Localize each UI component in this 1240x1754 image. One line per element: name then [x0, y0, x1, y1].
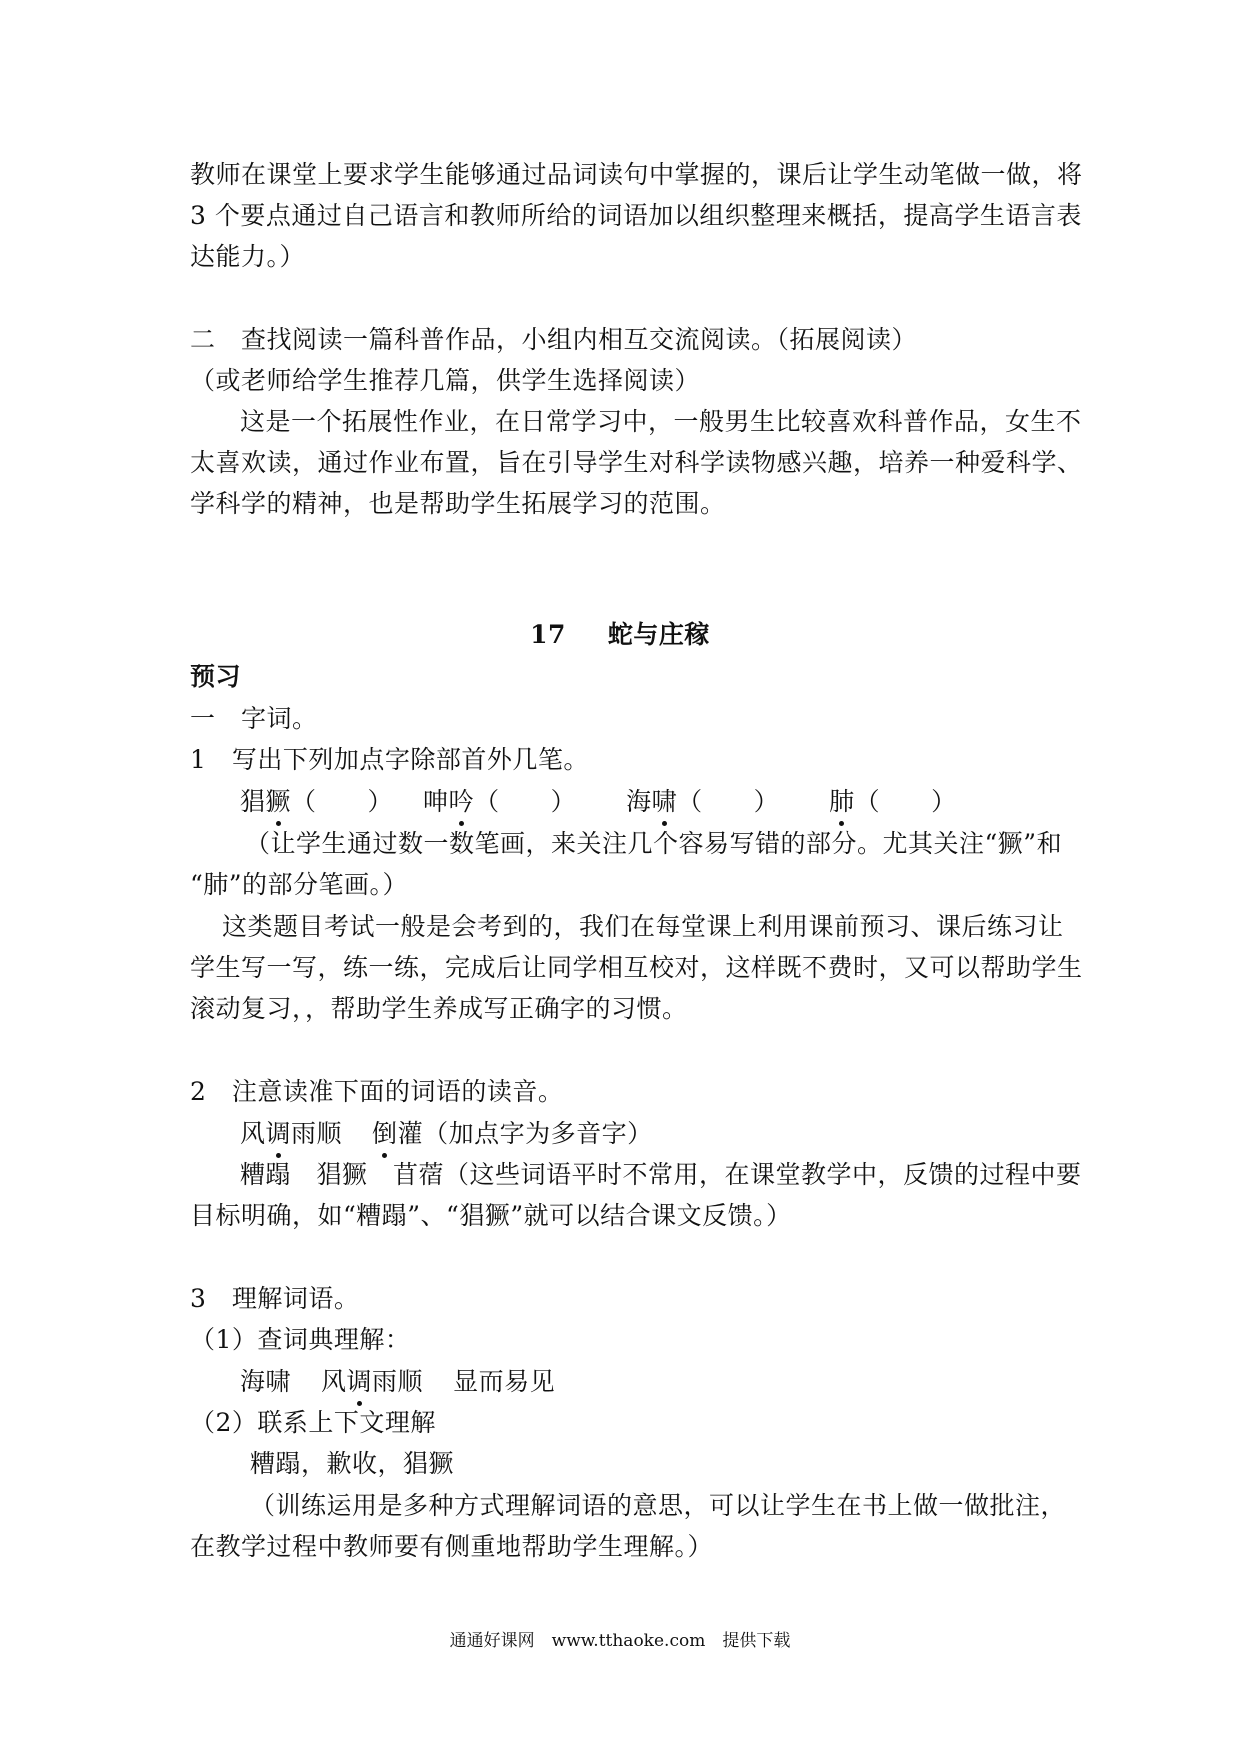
item-3-note: 在教学过程中教师要有侧重地帮助学生理解。） [190, 1532, 714, 1561]
section-two-heading: 二 查找阅读一篇科普作品，小组内相互交流阅读。（拓展阅读） [190, 325, 918, 354]
paragraph-line: 学科学的精神，也是帮助学生拓展学习的范围。 [190, 489, 726, 518]
paragraph-line: 糟蹋 猖獗 苜蓿（这些词语平时不常用，在课堂教学中，反馈的过程中要 [240, 1160, 1082, 1189]
word-item: 猖獗（ ） [240, 787, 394, 816]
page-footer: 通通好课网 www.tthaoke.com 提供下载 [449, 1631, 791, 1651]
lesson-title [0, 620, 1240, 650]
item-1-heading: 1 写出下列加点字除部首外几笔。 [190, 745, 589, 774]
item-1-note: “肺”的部分笔画。） [190, 870, 409, 899]
item-3-note: （训练运用是多种方式理解词语的意思，可以让学生在书上做一做批注， [250, 1491, 1067, 1520]
paragraph-line: 这类题目考试一般是会考到的，我们在每堂课上利用课前预习、课后练习让 [222, 912, 1064, 941]
paragraph-line: 3 个要点通过自己语言和教师所给的词语加以组织整理来概括，提高学生语言表 [190, 201, 1082, 230]
preview-heading: 预习 [190, 662, 242, 691]
context-words: 糟蹋，歉收，猖獗 [250, 1449, 455, 1478]
polyphone-words: 风调雨顺 倒灌（加点字为多音字） [240, 1119, 653, 1148]
item-1-note: （让学生通过数一数笔画，来关注几个容易写错的部分。尤其关注“獗”和 [245, 829, 1063, 858]
paragraph-line: 滚动复习，，帮助学生养成写正确字的习惯。 [190, 994, 688, 1023]
section-two-note: （或老师给学生推荐几篇，供学生选择阅读） [190, 366, 701, 395]
paragraph-line: 达能力。） [190, 242, 306, 271]
dictionary-words: 海啸 风调雨顺 显而易见 [240, 1367, 556, 1396]
paragraph-line: 目标明确，如“糟蹋”、“猖獗”就可以结合课文反馈。） [190, 1201, 792, 1230]
paragraph-line: 教师在课堂上要求学生能够通过品词读句中掌握的，课后让学生动笔做一做，将 [190, 160, 1083, 189]
item-3-heading: 3 理解词语。 [190, 1284, 360, 1313]
paragraph-line: 太喜欢读，通过作业布置，旨在引导学生对科学读物感兴趣，培养一种爱科学、 [190, 448, 1083, 477]
word-item: 肺（ ） [829, 787, 957, 816]
word-list [240, 787, 957, 817]
part-one-heading: 一 字词。 [190, 704, 318, 733]
lesson-name: 蛇与庄稼 [607, 620, 710, 649]
word-item: 海啸（ ） [626, 787, 780, 816]
item-3-sub-2: （2）联系上下文理解 [190, 1408, 436, 1437]
item-3-sub-1: （1）查词典理解： [190, 1325, 411, 1354]
paragraph-line: 学生写一写，练一练，完成后让同学相互校对，这样既不费时，又可以帮助学生 [190, 953, 1083, 982]
word-item: 呻吟（ ） [423, 787, 577, 816]
item-2-heading: 2 注意读准下面的词语的读音。 [190, 1077, 564, 1106]
lesson-number: 17 [530, 620, 566, 649]
paragraph-line: 这是一个拓展性作业，在日常学习中，一般男生比较喜欢科普作品，女生不 [240, 407, 1082, 436]
